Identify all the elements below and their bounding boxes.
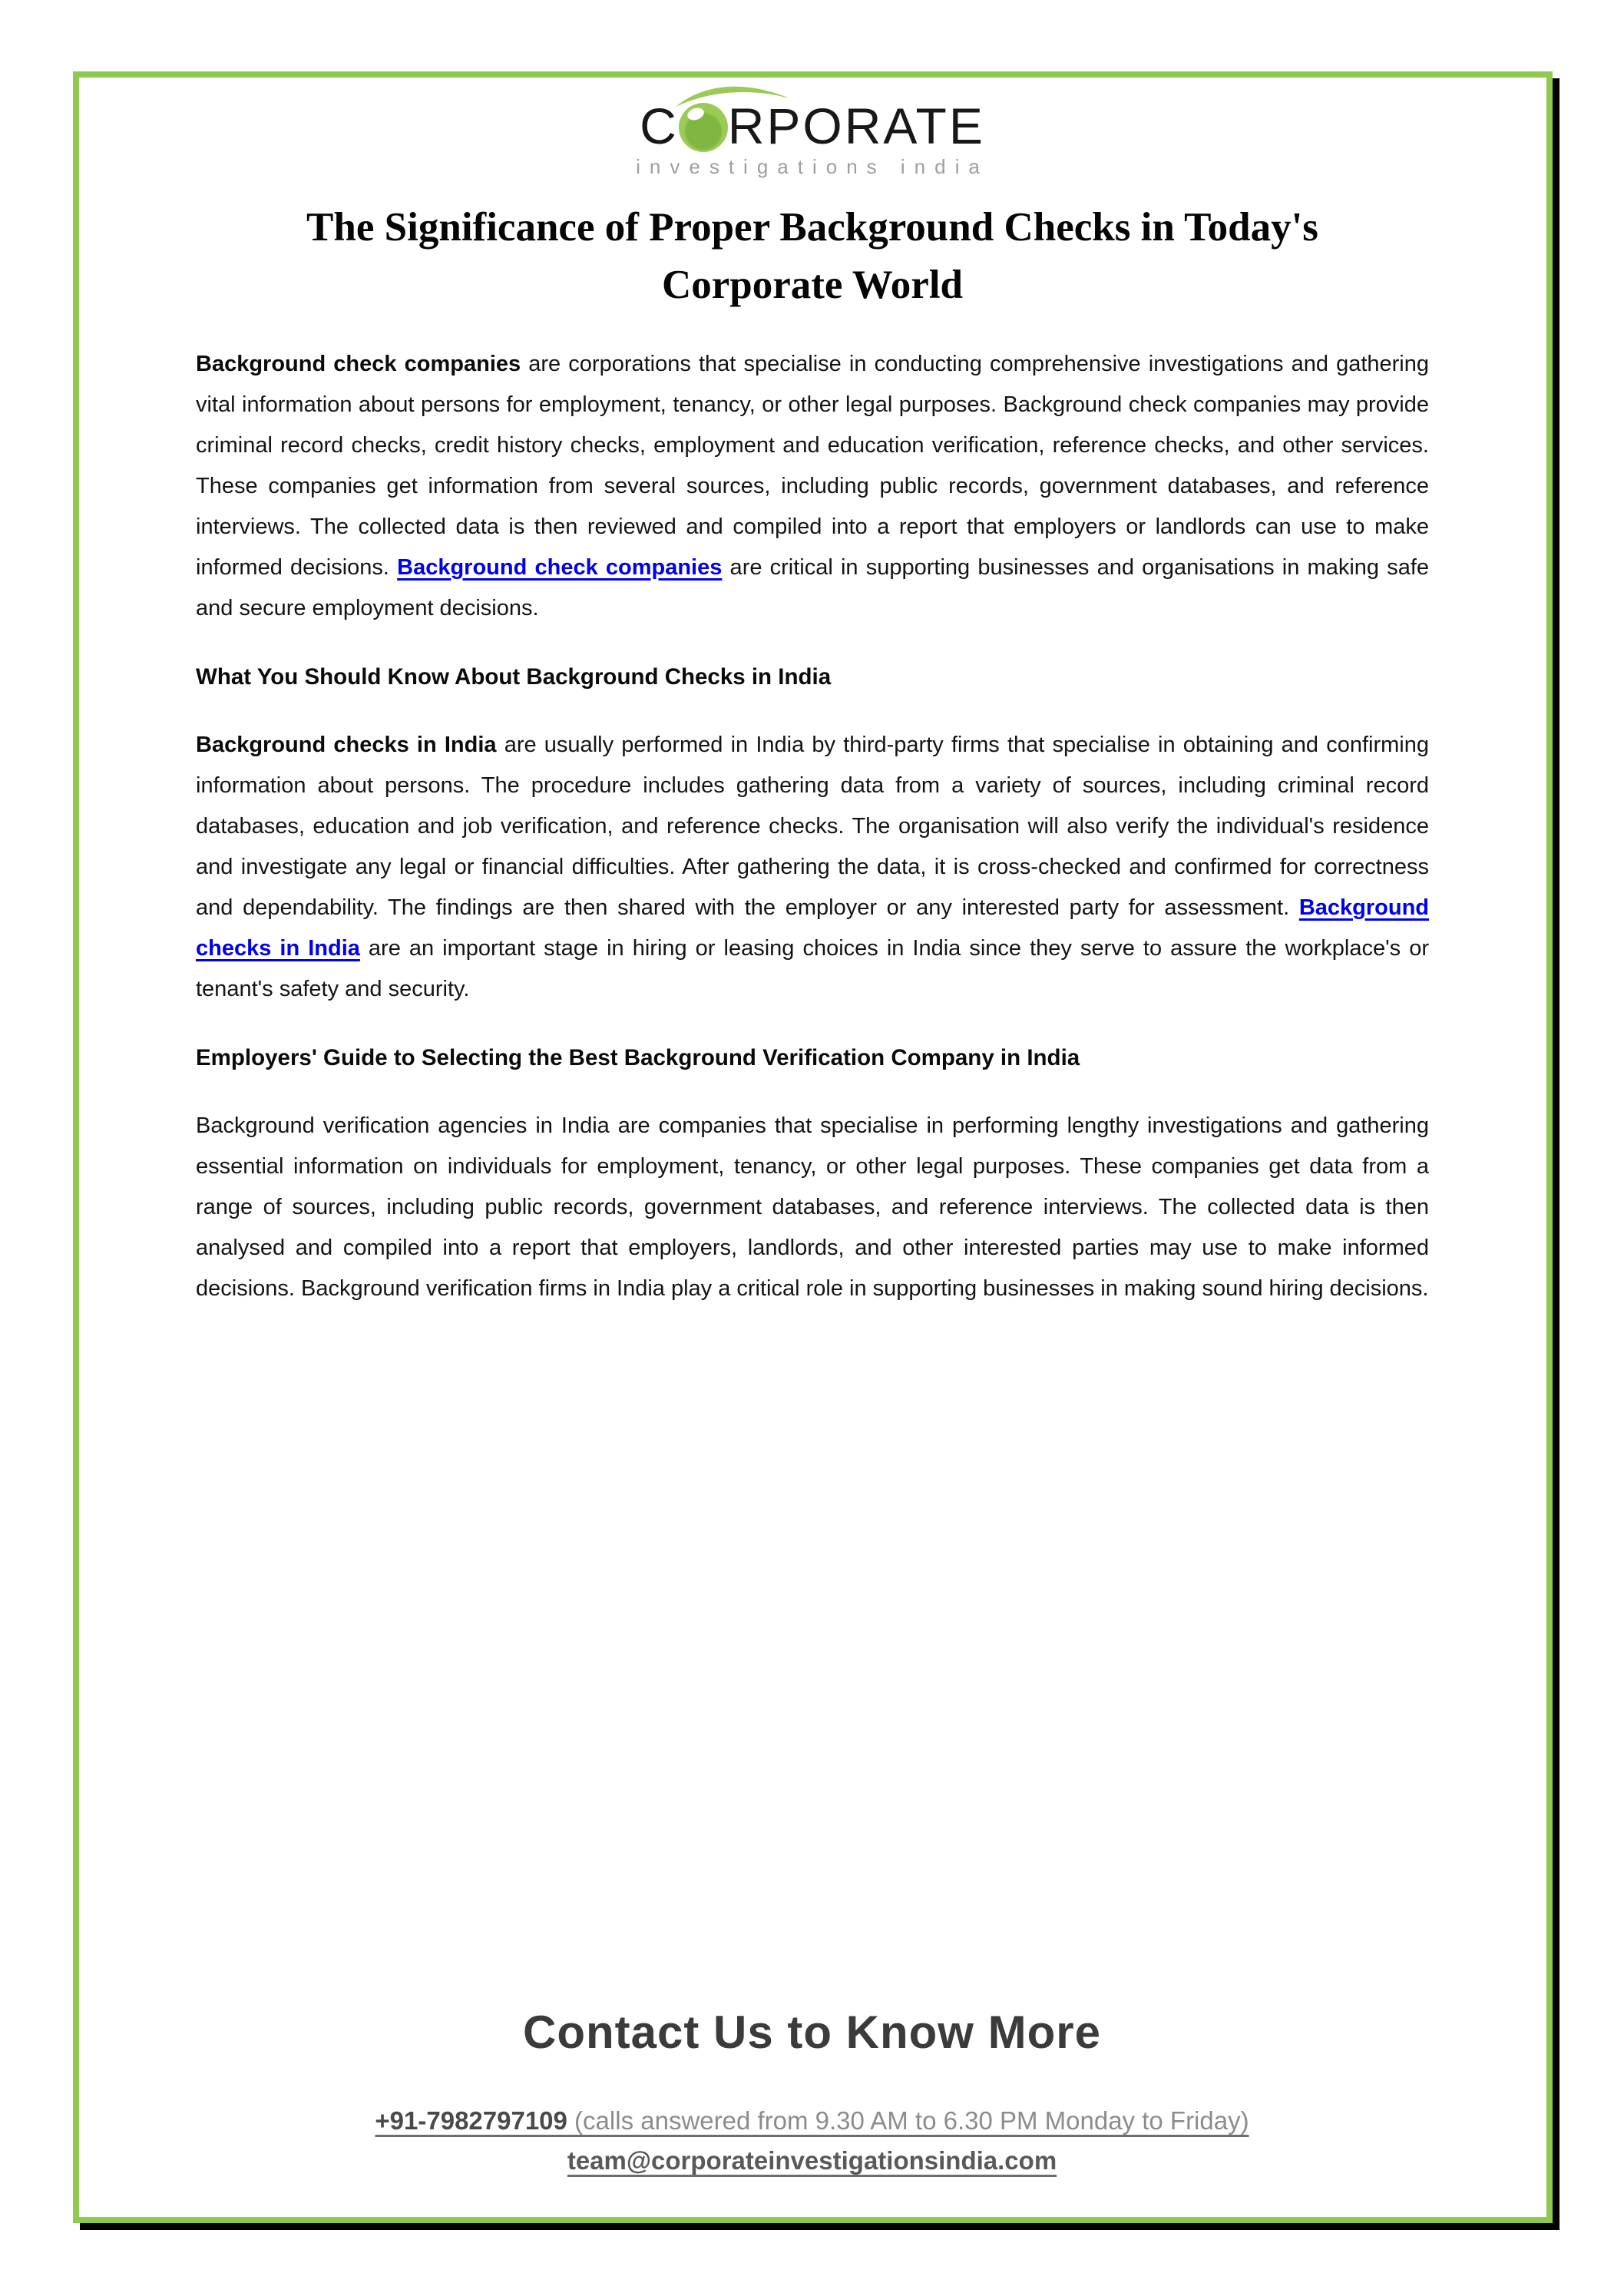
contact-details <box>0 2103 1624 2179</box>
section-heading-know-about-checks: What You Should Know About Background Checks in India <box>196 663 832 690</box>
paragraph-text: are critical in supporting businesses and organisations in making safe and secure employment decisions. <box>196 554 1430 620</box>
paragraph-verification-agencies <box>196 1106 1429 1309</box>
link-background-checks-in-india[interactable]: Background checks in India <box>196 895 1429 961</box>
title-line-2: Corporate World <box>661 263 964 308</box>
section-heading-employers-guide: Employers' Guide to Selecting the Best Background Verification Company in India <box>196 1044 1080 1070</box>
brand-logo <box>196 98 1429 179</box>
paragraph-background-checks-india <box>196 725 1429 1010</box>
logo-subtitle: investigations india <box>636 155 989 178</box>
paragraph-background-check-companies <box>196 344 1429 629</box>
email-row <box>0 2139 1624 2179</box>
email-link[interactable]: team@corporateinvestigationsindia.com <box>567 2146 1057 2175</box>
phone-link[interactable] <box>375 2106 1249 2135</box>
phone-row <box>0 2103 1624 2139</box>
title-line-1: The Significance of Proper Background Checks in Today's <box>306 205 1318 250</box>
page-title <box>196 199 1429 315</box>
logo-wordmark <box>640 98 985 154</box>
paragraph-text: are usually performed in India by third-party firms that specialise in obtaining and confirming information about persons. The procedure includes gathering data from a variety of sources, including criminal record databases, education and job verification, and reference checks. The organisation will also verify the individual's residence and investigate any legal or financial difficulties. After gathering the data, it is cross-checked and confirmed for correctness and dependability. The findings are then shared with the employer or any interested party for assessment. <box>196 732 1429 920</box>
contact-section <box>0 2006 1624 2179</box>
eye-icon <box>679 103 728 152</box>
document-content <box>196 78 1429 1337</box>
phone-number[interactable]: +91-7982797109 <box>375 2106 567 2135</box>
eyebrow-swoosh-icon <box>674 81 791 108</box>
phone-availability-note: (calls answered from 9.30 AM to 6.30 PM Monday to Friday) <box>567 2106 1249 2135</box>
paragraph-text: Background verification agencies in India are companies that specialise in performing lengthy investigations and gathering essential information on individuals for employment, tenancy, or other legal purposes. These companies get data from a range of sources, including public records, government databases, and reference interviews. The collected data is then analysed and compiled into a report that employers, landlords, and other interested parties may use to make informed decisions. Background verification firms in India play a critical role in supporting businesses in making sound hiring decisions. <box>196 1113 1429 1301</box>
contact-heading: Contact Us to Know More <box>523 2007 1101 2058</box>
paragraph-text: are an important stage in hiring or leasing choices in India since they serve to assure the workplace's or tenant's safety and security. <box>196 935 1429 1001</box>
logo-text-prefix: C <box>640 98 679 154</box>
link-background-check-companies[interactable]: Background check companies <box>397 554 723 580</box>
bold-lead-text: Background check companies <box>196 351 521 376</box>
eye-glint <box>686 106 706 122</box>
logo-text-suffix: RPORATE <box>727 98 985 154</box>
bold-lead-text: Background checks in India <box>196 732 497 757</box>
paragraph-text: are corporations that specialise in conducting comprehensive investigations and gathering vital information about persons for employment, tenancy, or other legal purposes. Background check companies may provide criminal record checks, credit history checks, employment and education verification, reference checks, and other services. These companies get information from several sources, including public records, government databases, and reference interviews. The collected data is then reviewed and compiled into a report that employers or landlords can use to make informed decisions. <box>196 351 1429 580</box>
